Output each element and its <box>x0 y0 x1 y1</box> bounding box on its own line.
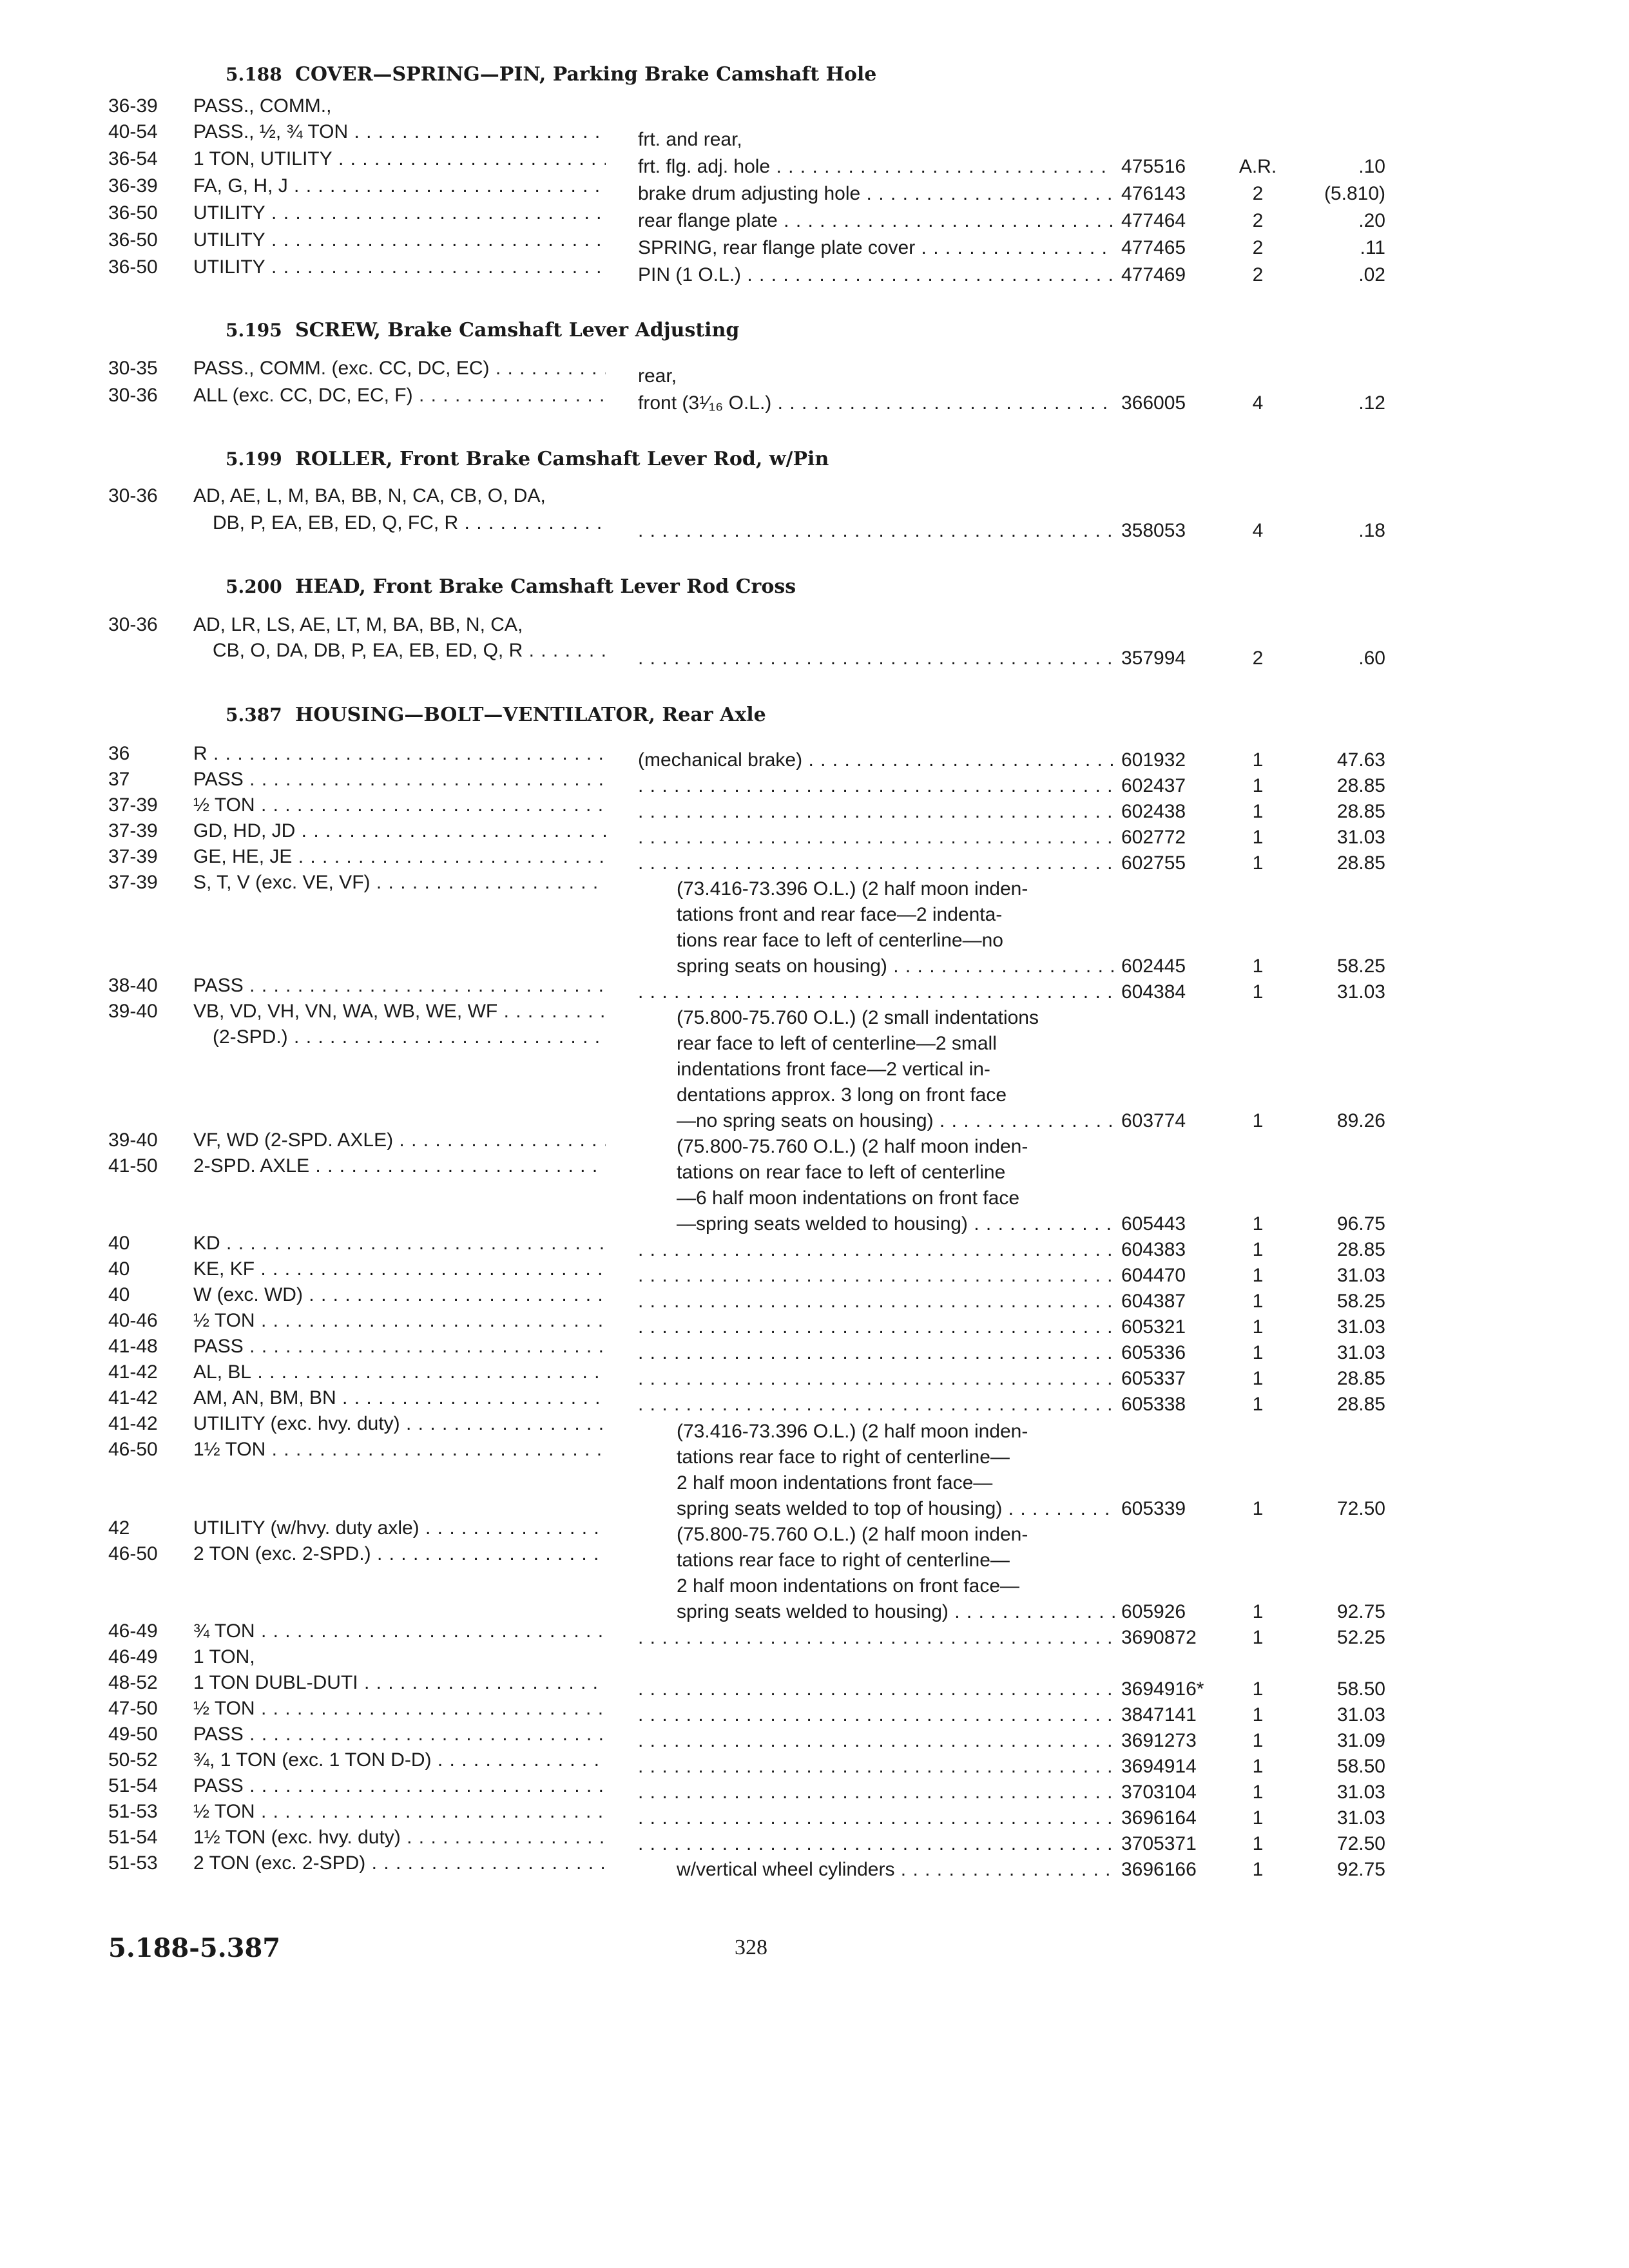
model-years: 30-36 <box>108 485 158 506</box>
quantity: 1 <box>1252 956 1264 977</box>
model-list: PASS., ½, ¾ TON . . . <box>193 121 606 143</box>
quantity: 1 <box>1252 1239 1264 1260</box>
model-years: 40-54 <box>108 121 158 142</box>
quantity: 1 <box>1252 1859 1264 1880</box>
parts-row <box>0 1472 1629 1498</box>
part-description <box>638 1807 1115 1829</box>
part-number: 602437 <box>1121 775 1186 796</box>
model-list: 1 TON DUBL-DUTI . . . <box>193 1672 606 1694</box>
section-title: COVER—SPRING—PIN, Parking Brake Camshaft Hole <box>295 63 877 86</box>
part-description <box>638 827 1115 849</box>
part-description: brake drum adjusting hole . . . <box>638 183 1115 205</box>
section-heading <box>226 448 829 470</box>
model-list: 1 TON, UTILITY . . . <box>193 148 606 170</box>
quantity: A.R. <box>1239 156 1277 177</box>
model-years: 39-40 <box>108 1129 158 1151</box>
part-description <box>638 1291 1115 1312</box>
parts-row <box>0 1084 1629 1110</box>
parts-row <box>0 648 1629 673</box>
parts-row <box>0 614 1629 640</box>
part-number: 3847141 <box>1121 1704 1197 1725</box>
model-list: ¾, 1 TON (exc. 1 TON D-D) . . . <box>193 1749 606 1771</box>
parts-row <box>0 930 1629 956</box>
list-price: 31.03 <box>1336 1342 1385 1363</box>
part-number: 601932 <box>1121 749 1186 771</box>
parts-row <box>0 904 1629 930</box>
page-number: 328 <box>735 1936 767 1959</box>
part-number: 604387 <box>1121 1291 1186 1312</box>
page-range-footer: 5.188-5.387 <box>108 1933 281 1963</box>
part-description: —6 half moon indentations on front face <box>677 1187 1020 1209</box>
part-number: 604383 <box>1121 1239 1186 1260</box>
list-price: 58.50 <box>1336 1678 1385 1700</box>
section-number: 5.387 <box>226 704 282 726</box>
parts-row <box>0 1187 1629 1213</box>
model-years: 36-54 <box>108 148 158 169</box>
part-description: (mechanical brake) . . . <box>638 749 1115 771</box>
part-description: frt. and rear, <box>638 129 742 150</box>
part-description <box>638 1342 1115 1364</box>
part-number: 605339 <box>1121 1498 1186 1519</box>
part-number: 604384 <box>1121 981 1186 1003</box>
section-title: ROLLER, Front Brake Camshaft Lever Rod, w/Pin <box>295 448 829 470</box>
parts-row <box>0 95 1629 121</box>
part-description: (73.416-73.396 O.L.) (2 half moon inden- <box>677 878 1028 899</box>
model-list: 2 TON (exc. 2-SPD.) . . . <box>193 1543 606 1565</box>
section-title: HOUSING—BOLT—VENTILATOR, Rear Axle <box>295 704 766 726</box>
part-number: 3705371 <box>1121 1833 1197 1854</box>
list-price: .12 <box>1358 392 1385 414</box>
part-number: 602755 <box>1121 852 1186 874</box>
model-years: 48-52 <box>108 1672 158 1693</box>
model-list: VB, VD, VH, VN, WA, WB, WE, WF . . . <box>193 1001 606 1023</box>
quantity: 4 <box>1252 520 1264 541</box>
part-number: 602772 <box>1121 827 1186 848</box>
quantity: 2 <box>1252 648 1264 669</box>
part-description: PIN (1 O.L.) . . . <box>638 264 1115 286</box>
model-list: UTILITY (exc. hvy. duty) . . . <box>193 1413 606 1435</box>
parts-row <box>0 485 1629 511</box>
model-list: R . . . <box>193 743 606 765</box>
part-description: tations front and rear face—2 indenta- <box>677 904 1003 925</box>
list-price: 31.03 <box>1336 1807 1385 1829</box>
model-years: 41-50 <box>108 1155 158 1177</box>
part-description <box>638 520 1115 542</box>
part-description <box>638 1782 1115 1803</box>
quantity: 1 <box>1252 1782 1264 1803</box>
part-description: indentations front face—2 vertical in- <box>677 1059 990 1080</box>
part-description: tions rear face to left of centerline—no <box>677 930 1003 951</box>
list-price: 58.50 <box>1336 1756 1385 1777</box>
part-description: —spring seats welded to housing) . . . <box>677 1213 1115 1235</box>
part-description: tations rear face to right of centerline— <box>677 1446 1010 1468</box>
part-description <box>638 1265 1115 1287</box>
list-price: .10 <box>1358 156 1385 177</box>
part-number: 475516 <box>1121 156 1186 177</box>
part-number: 3694916* <box>1121 1678 1204 1700</box>
model-list: CB, O, DA, DB, P, EA, EB, ED, Q, R . . . <box>213 640 606 662</box>
section-heading <box>226 575 796 598</box>
parts-row <box>0 520 1629 546</box>
part-description: SPRING, rear flange plate cover . . . <box>638 237 1115 259</box>
model-list: UTILITY . . . <box>193 256 606 278</box>
part-number: 603774 <box>1121 1110 1186 1131</box>
quantity: 1 <box>1252 1833 1264 1854</box>
part-description <box>638 852 1115 874</box>
model-years: 41-42 <box>108 1361 158 1383</box>
model-years: 51-54 <box>108 1827 158 1848</box>
part-description <box>638 1394 1115 1416</box>
parts-row <box>0 878 1629 904</box>
quantity: 1 <box>1252 1316 1264 1338</box>
model-list: PASS . . . <box>193 769 606 791</box>
model-years: 42 <box>108 1517 130 1539</box>
model-years: 51-53 <box>108 1852 158 1874</box>
model-years: 37-39 <box>108 820 158 841</box>
quantity: 1 <box>1252 1807 1264 1829</box>
section-number: 5.188 <box>226 64 282 85</box>
quantity: 1 <box>1252 1627 1264 1648</box>
model-list: AD, LR, LS, AE, LT, M, BA, BB, N, CA, <box>193 614 523 635</box>
part-number: 605338 <box>1121 1394 1186 1415</box>
list-price: 31.03 <box>1336 1316 1385 1338</box>
model-list: AD, AE, L, M, BA, BB, N, CA, CB, O, DA, <box>193 485 546 506</box>
part-description: 2 half moon indentations on front face— <box>677 1575 1020 1597</box>
part-description: —no spring seats on housing) . . . <box>677 1110 1115 1132</box>
part-description: (73.416-73.396 O.L.) (2 half moon inden- <box>677 1421 1028 1442</box>
part-description: spring seats on housing) . . . <box>677 956 1115 977</box>
list-price: 31.03 <box>1336 1265 1385 1286</box>
parts-row <box>0 1446 1629 1472</box>
list-price: 96.75 <box>1336 1213 1385 1235</box>
quantity: 1 <box>1252 1498 1264 1519</box>
list-price: .11 <box>1360 237 1385 258</box>
model-list: VF, WD (2-SPD. AXLE) . . . <box>193 1129 606 1151</box>
model-years: 30-35 <box>108 358 158 379</box>
model-years: 37-39 <box>108 846 158 867</box>
quantity: 1 <box>1252 1342 1264 1363</box>
list-price: 52.25 <box>1336 1627 1385 1648</box>
model-years: 36-39 <box>108 95 158 117</box>
quantity: 1 <box>1252 1678 1264 1700</box>
part-description: tations on rear face to left of centerline <box>677 1162 1006 1183</box>
quantity: 1 <box>1252 1291 1264 1312</box>
quantity: 1 <box>1252 1394 1264 1415</box>
model-years: 37-39 <box>108 794 158 816</box>
model-years: 36-50 <box>108 229 158 251</box>
model-list: 1½ TON (exc. hvy. duty) . . . <box>193 1827 606 1849</box>
list-price: (5.810) <box>1324 183 1385 204</box>
quantity: 1 <box>1252 1110 1264 1131</box>
model-list: PASS., COMM. (exc. CC, DC, EC) . . . <box>193 358 606 380</box>
quantity: 1 <box>1252 1213 1264 1235</box>
model-years: 51-54 <box>108 1775 158 1796</box>
model-list: S, T, V (exc. VE, VF) . . . <box>193 872 606 894</box>
model-years: 40 <box>108 1233 130 1254</box>
part-number: 366005 <box>1121 392 1186 414</box>
list-price: 31.03 <box>1336 981 1385 1003</box>
part-description <box>638 1833 1115 1855</box>
list-price: 31.03 <box>1336 1704 1385 1725</box>
model-years: 40-46 <box>108 1310 158 1331</box>
part-number: 605443 <box>1121 1213 1186 1235</box>
part-number: 605336 <box>1121 1342 1186 1363</box>
section-heading <box>226 319 739 341</box>
part-description: (75.800-75.760 O.L.) (2 half moon inden- <box>677 1524 1028 1545</box>
parts-row <box>0 1550 1629 1575</box>
list-price: 31.03 <box>1336 827 1385 848</box>
part-description <box>638 801 1115 823</box>
part-number: 605926 <box>1121 1601 1186 1622</box>
list-price: .18 <box>1358 520 1385 541</box>
model-list: GE, HE, JE . . . <box>193 846 606 868</box>
part-description: rear flange plate . . . <box>638 210 1115 232</box>
model-list: GD, HD, JD . . . <box>193 820 606 842</box>
list-price: 47.63 <box>1336 749 1385 771</box>
model-years: 51-53 <box>108 1801 158 1822</box>
model-list: (2-SPD.) . . . <box>213 1026 606 1048</box>
model-years: 39-40 <box>108 1001 158 1022</box>
quantity: 2 <box>1252 237 1264 258</box>
parts-row <box>0 1059 1629 1084</box>
part-description: (75.800-75.760 O.L.) (2 small indentations <box>677 1007 1039 1028</box>
parts-row <box>0 1033 1629 1059</box>
quantity: 1 <box>1252 801 1264 822</box>
model-list: KE, KF . . . <box>193 1258 606 1280</box>
model-list: ¾ TON . . . <box>193 1620 606 1642</box>
section-title: SCREW, Brake Camshaft Lever Adjusting <box>295 319 740 341</box>
part-number: 3696166 <box>1121 1859 1197 1880</box>
section-heading <box>226 704 766 726</box>
model-list: 2-SPD. AXLE . . . <box>193 1155 606 1177</box>
part-description: dentations approx. 3 long on front face <box>677 1084 1007 1106</box>
model-list: 1 TON, <box>193 1646 255 1667</box>
part-description <box>638 1730 1115 1752</box>
list-price: 28.85 <box>1336 775 1385 796</box>
quantity: 1 <box>1252 1368 1264 1389</box>
part-description: 2 half moon indentations front face— <box>677 1472 993 1494</box>
parts-row <box>0 1646 1629 1672</box>
part-description: w/vertical wheel cylinders . . . <box>677 1859 1115 1881</box>
model-years: 40 <box>108 1258 130 1280</box>
model-list: ½ TON . . . <box>193 1801 606 1823</box>
part-number: 605337 <box>1121 1368 1186 1389</box>
list-price: 92.75 <box>1336 1601 1385 1622</box>
part-number: 357994 <box>1121 648 1186 669</box>
model-list: DB, P, EA, EB, ED, Q, FC, R . . . <box>213 512 606 534</box>
part-description: (75.800-75.760 O.L.) (2 half moon inden- <box>677 1136 1028 1157</box>
part-number: 477465 <box>1121 237 1186 258</box>
quantity: 1 <box>1252 852 1264 874</box>
list-price: 89.26 <box>1336 1110 1385 1131</box>
model-years: 36-50 <box>108 202 158 224</box>
list-price: 58.25 <box>1336 956 1385 977</box>
model-list: ½ TON . . . <box>193 1310 606 1332</box>
part-number: 602438 <box>1121 801 1186 822</box>
parts-row <box>0 1859 1629 1885</box>
model-years: 30-36 <box>108 614 158 635</box>
model-list: PASS . . . <box>193 1775 606 1797</box>
model-years: 37-39 <box>108 872 158 893</box>
part-number: 476143 <box>1121 183 1186 204</box>
part-number: 3691273 <box>1121 1730 1197 1751</box>
section-title: HEAD, Front Brake Camshaft Lever Rod Cross <box>295 575 796 598</box>
model-list: UTILITY . . . <box>193 202 606 224</box>
model-years: 47-50 <box>108 1698 158 1719</box>
quantity: 1 <box>1252 749 1264 771</box>
part-description <box>638 1678 1115 1700</box>
part-description: rear face to left of centerline—2 small <box>677 1033 997 1054</box>
list-price: 28.85 <box>1336 1239 1385 1260</box>
quantity: 1 <box>1252 1756 1264 1777</box>
model-years: 41-42 <box>108 1387 158 1408</box>
model-list: ALL (exc. CC, DC, EC, F) . . . <box>193 385 606 407</box>
list-price: 58.25 <box>1336 1291 1385 1312</box>
part-number: 3696164 <box>1121 1807 1197 1829</box>
model-years: 36-50 <box>108 256 158 278</box>
part-number: 3694914 <box>1121 1756 1197 1777</box>
part-description <box>638 1368 1115 1390</box>
list-price: .20 <box>1358 210 1385 231</box>
model-years: 30-36 <box>108 385 158 406</box>
model-years: 36-39 <box>108 175 158 197</box>
model-years: 50-52 <box>108 1749 158 1771</box>
quantity: 2 <box>1252 264 1264 285</box>
model-list: 2 TON (exc. 2-SPD) . . . <box>193 1852 606 1874</box>
list-price: 31.03 <box>1336 1782 1385 1803</box>
list-price: 28.85 <box>1336 801 1385 822</box>
model-years: 38-40 <box>108 975 158 996</box>
model-list: W (exc. WD) . . . <box>193 1284 606 1306</box>
quantity: 1 <box>1252 981 1264 1003</box>
model-years: 40 <box>108 1284 130 1305</box>
part-number: 477469 <box>1121 264 1186 285</box>
parts-row <box>0 1162 1629 1187</box>
part-description: rear, <box>638 365 677 387</box>
model-years: 41-42 <box>108 1413 158 1434</box>
model-list: FA, G, H, J . . . <box>193 175 606 197</box>
list-price: 31.09 <box>1336 1730 1385 1751</box>
model-list: UTILITY (w/hvy. duty axle) . . . <box>193 1517 606 1539</box>
parts-row <box>0 264 1629 290</box>
model-years: 36 <box>108 743 130 764</box>
model-years: 46-50 <box>108 1543 158 1564</box>
list-price: .02 <box>1358 264 1385 285</box>
section-number: 5.199 <box>226 448 282 470</box>
list-price: 72.50 <box>1336 1833 1385 1854</box>
section-heading <box>226 63 876 86</box>
quantity: 1 <box>1252 775 1264 796</box>
part-description <box>638 1627 1115 1649</box>
part-number: 3690872 <box>1121 1627 1197 1648</box>
quantity: 1 <box>1252 1601 1264 1622</box>
model-list: AM, AN, BM, BN . . . <box>193 1387 606 1409</box>
quantity: 1 <box>1252 1265 1264 1286</box>
quantity: 1 <box>1252 1730 1264 1751</box>
model-list: PASS . . . <box>193 975 606 997</box>
part-number: 604470 <box>1121 1265 1186 1286</box>
model-list: 1½ TON . . . <box>193 1439 606 1461</box>
part-description <box>638 1704 1115 1726</box>
parts-row <box>0 1575 1629 1601</box>
part-number: 602445 <box>1121 956 1186 977</box>
list-price: .60 <box>1358 648 1385 669</box>
part-number: 358053 <box>1121 520 1186 541</box>
model-list: PASS . . . <box>193 1336 606 1358</box>
part-description <box>638 1316 1115 1338</box>
part-number: 477464 <box>1121 210 1186 231</box>
part-description <box>638 981 1115 1003</box>
model-list: UTILITY . . . <box>193 229 606 251</box>
model-list: PASS., COMM., <box>193 95 332 117</box>
quantity: 2 <box>1252 210 1264 231</box>
list-price: 28.85 <box>1336 1368 1385 1389</box>
model-list: ½ TON . . . <box>193 794 606 816</box>
part-description: tations rear face to right of centerline— <box>677 1550 1010 1571</box>
list-price: 92.75 <box>1336 1859 1385 1880</box>
part-description: spring seats welded to top of housing) . . . <box>677 1498 1115 1520</box>
quantity: 2 <box>1252 183 1264 204</box>
part-description <box>638 1756 1115 1778</box>
part-description <box>638 648 1115 669</box>
section-number: 5.195 <box>226 320 282 341</box>
part-description <box>638 775 1115 797</box>
model-years: 49-50 <box>108 1724 158 1745</box>
model-years: 46-49 <box>108 1620 158 1642</box>
part-description: front (3¹⁄₁₆ O.L.) . . . <box>638 392 1115 414</box>
part-description: frt. flg. adj. hole . . . <box>638 156 1115 178</box>
quantity: 1 <box>1252 1704 1264 1725</box>
part-description: spring seats welded to housing) . . . <box>677 1601 1115 1623</box>
model-years: 37 <box>108 769 130 790</box>
parts-row <box>0 392 1629 418</box>
model-list: ½ TON . . . <box>193 1698 606 1720</box>
model-list: KD . . . <box>193 1233 606 1254</box>
list-price: 28.85 <box>1336 852 1385 874</box>
model-years: 41-48 <box>108 1336 158 1357</box>
list-price: 72.50 <box>1336 1498 1385 1519</box>
list-price: 28.85 <box>1336 1394 1385 1415</box>
quantity: 1 <box>1252 827 1264 848</box>
part-description <box>638 1239 1115 1261</box>
part-number: 3703104 <box>1121 1782 1197 1803</box>
section-number: 5.200 <box>226 576 282 597</box>
model-list: PASS . . . <box>193 1724 606 1745</box>
model-years: 46-50 <box>108 1439 158 1460</box>
part-number: 605321 <box>1121 1316 1186 1338</box>
model-list: AL, BL . . . <box>193 1361 606 1383</box>
model-years: 46-49 <box>108 1646 158 1667</box>
quantity: 4 <box>1252 392 1264 414</box>
